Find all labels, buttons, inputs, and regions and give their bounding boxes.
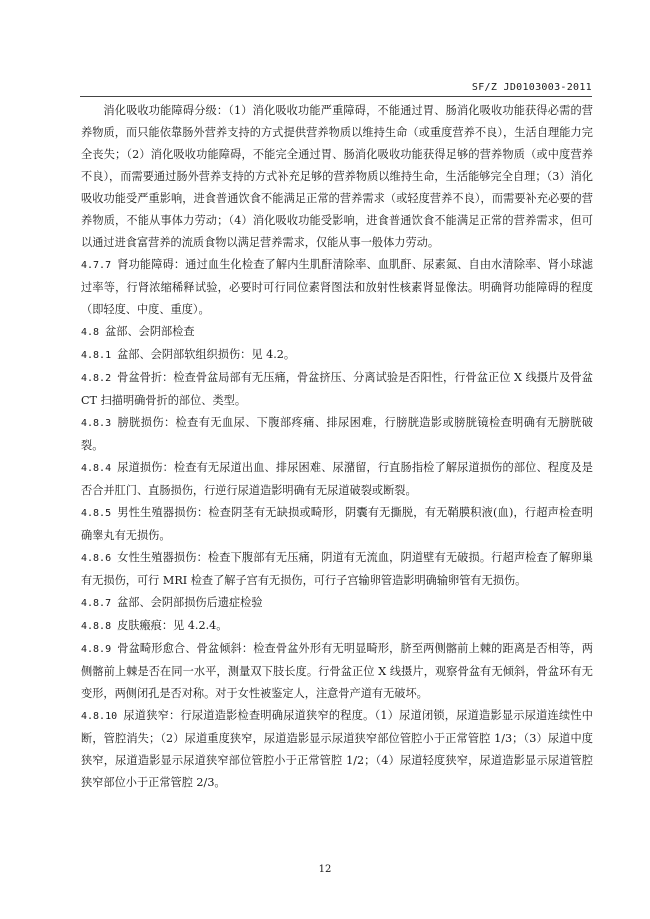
- section-text: 女性生殖器损伤：检查下腹部有无压痛，阴道有无流血，阴道壁有无破损。行超声检查了解卵巢有无损伤，可行 MRI 检查了解子宫有无损伤，可行子宫输卵管造影明确输卵管有无损伤。: [81, 551, 593, 587]
- section-number: 4.8.4: [81, 463, 112, 474]
- paragraph-4-8-9: [81, 638, 593, 705]
- section-text: 尿道狭窄：行尿道造影检查明确尿道狭窄的程度。（1）尿道闭锁，尿道造影显示尿道连续性中断，管腔消失；（2）尿道重度狭窄，尿道造影显示尿道狭窄部位管腔小于正常管腔 1/3；（3）尿道中度狭窄，尿道造影显示尿道狭窄部位管腔小于正常管腔 1/2；（4）尿道轻度狭窄，尿道造影显示尿道管腔狭窄部位小于正常管腔 2/3。: [81, 709, 593, 789]
- section-text: 盆部、会阴部损伤后遗症检验: [117, 596, 263, 609]
- section-number: 4.7.7: [81, 260, 112, 271]
- document-body: [81, 100, 593, 794]
- paragraph-4-8-4: [81, 457, 593, 502]
- paragraph-4-8-3: [81, 412, 593, 457]
- paragraph-4-8-10: [81, 705, 593, 794]
- heading-4-8: [81, 321, 593, 344]
- paragraph-4-8-6: [81, 547, 593, 592]
- section-number: 4.8.7: [81, 598, 112, 609]
- document-code-header: SF/Z JD0103003-2011: [471, 82, 592, 93]
- section-text: 男性生殖器损伤：检查阴茎有无缺损或畸形，阴囊有无撕脱，有无鞘膜积液(血)，行超声检查明确睾丸有无损伤。: [81, 506, 593, 542]
- section-number: 4.8.3: [81, 418, 112, 429]
- paragraph-digestive-grading: 消化吸收功能障碍分级：（1）消化吸收功能严重障碍，不能通过胃、肠消化吸收功能获得必需的营养物质，而只能依靠肠外营养支持的方式提供营养物质以维持生命（或重度营养不良），生活自理能力完全丧失；（2）消化吸收功能障碍，不能完全通过胃、肠消化吸收功能获得足够的营养物质（或中度营养不良），而需要通过肠外营养支持的方式补充足够的营养物质以维持生命，生活能够完全自理；（3）消化吸收功能受严重影响，进食普通饮食不能满足正常的营养需求（或轻度营养不良），而需要补充必要的营养物质，不能从事体力劳动；（4）消化吸收功能受影响，进食普通饮食不能满足正常的营养需求，但可以通过进食富营养的流质食物以满足营养需求，仅能从事一般体力劳动。: [81, 104, 593, 249]
- section-text: 肾功能障碍：通过血生化检查了解内生肌酐清除率、血肌酐、尿素氮、自由水清除率、肾小球滤过率等，行肾浓缩稀释试验，必要时可行同位素肾图法和放射性核素肾显像法。明确肾功能障碍的程度（即轻度、中度、重度）。: [81, 258, 593, 316]
- paragraph-4-8-2: [81, 367, 593, 412]
- section-number: 4.8.6: [81, 553, 112, 564]
- section-number: 4.8.8: [81, 621, 112, 632]
- section-text: 骨盆畸形愈合、骨盆倾斜：检查骨盆外形有无明显畸形，脐至两侧髂前上棘的距离是否相等，两侧髂前上棘是否在同一水平，测量双下肢长度。行骨盆正位 X 线摄片，观察骨盆有无倾斜，骨盆环有无变形，两侧闭孔是否对称。对于女性被鉴定人，注意骨产道有无破坏。: [81, 642, 593, 700]
- section-number: 4.8.10: [81, 711, 118, 722]
- section-text: 皮肤瘢痕：见 4.2.4。: [117, 619, 228, 632]
- paragraph-4-8-8: [81, 615, 593, 638]
- section-number: 4.8.9: [81, 644, 112, 655]
- section-text: 尿道损伤：检查有无尿道出血、排尿困难、尿潴留，行直肠指检了解尿道损伤的部位、程度及是否合并肛门、直肠损伤，行逆行尿道造影明确有无尿道破裂或断裂。: [81, 461, 593, 497]
- page-number: 12: [318, 864, 332, 875]
- paragraph-4-8-5: [81, 502, 593, 547]
- section-text: 盆部、会阴部检查: [105, 325, 195, 338]
- section-number: 4.8.5: [81, 508, 112, 519]
- section-number: 4.8.1: [81, 350, 112, 361]
- paragraph-4-7-7: [81, 254, 593, 321]
- section-number: 4.8.2: [81, 373, 112, 384]
- section-text: 膀胱损伤：检查有无血尿、下腹部疼痛、排尿困难，行膀胱造影或膀胱镜检查明确有无膀胱破裂。: [81, 416, 593, 452]
- section-text: 盆部、会阴部软组织损伤：见 4.2。: [117, 348, 296, 361]
- paragraph-4-8-1: [81, 344, 593, 367]
- section-number: 4.8: [81, 327, 100, 338]
- section-text: 骨盆骨折：检查骨盆局部有无压痛，骨盆挤压、分离试验是否阳性，行骨盆正位 X 线摄片及骨盆 CT 扫描明确骨折的部位、类型。: [81, 371, 593, 407]
- header-divider: [80, 96, 592, 97]
- heading-4-8-7: [81, 592, 593, 615]
